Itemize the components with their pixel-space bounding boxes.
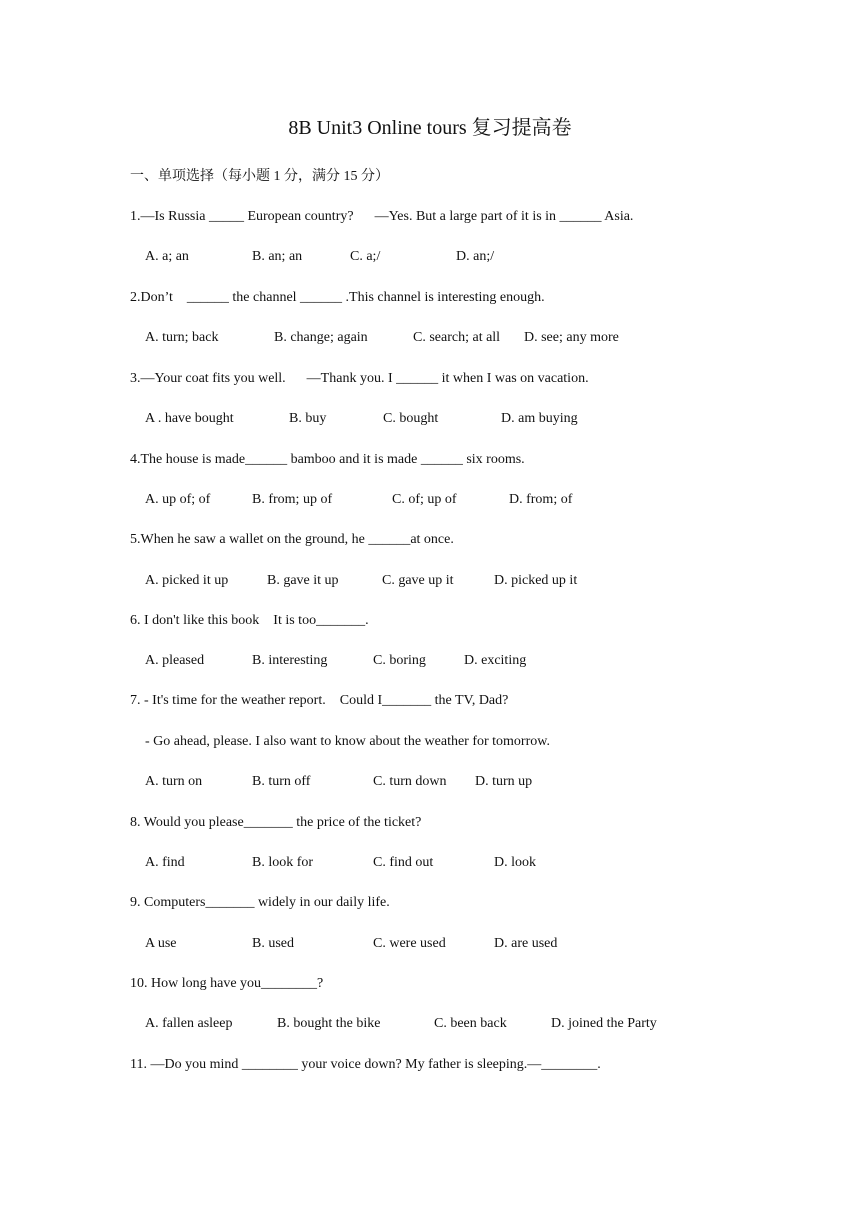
option-d: D. see; any more — [524, 330, 619, 345]
option-d: D. from; of — [509, 492, 573, 507]
question-7-options — [145, 771, 745, 793]
question-9-stem: 9. Computers_______ widely in our daily life. — [130, 895, 390, 910]
option-d: D. exciting — [464, 653, 527, 668]
option-b: B. an; an — [252, 249, 303, 264]
option-b: B. bought the bike — [277, 1016, 381, 1031]
question-3-options — [145, 408, 745, 430]
option-d: D. joined the Party — [551, 1016, 657, 1031]
option-b: B. from; up of — [252, 492, 333, 507]
question-7-reply: - Go ahead, please. I also want to know about the weather for tomorrow. — [145, 734, 550, 749]
option-c: C. search; at all — [413, 330, 501, 345]
option-c: C. gave up it — [382, 573, 454, 588]
option-a: A. find — [145, 855, 185, 870]
question-6-options — [145, 650, 745, 672]
option-c: C. been back — [434, 1016, 507, 1031]
question-10-stem: 10. How long have you________? — [130, 976, 324, 991]
option-c: C. bought — [383, 411, 439, 426]
document-title: 8B Unit3 Online tours 复习提高卷 — [288, 117, 572, 139]
option-b: B. gave it up — [267, 573, 339, 588]
question-5-stem: 5.When he saw a wallet on the ground, he ______at once. — [130, 532, 454, 547]
option-d: D. look — [494, 855, 536, 870]
question-10-options — [145, 1013, 745, 1035]
option-a: A. pleased — [145, 653, 205, 668]
option-a: A. up of; of — [145, 492, 211, 507]
option-b: B. buy — [289, 411, 327, 426]
option-a: A use — [145, 936, 177, 951]
option-a: A . have bought — [145, 411, 234, 426]
question-7-stem: 7. - It's time for the weather report. Could I_______ the TV, Dad? — [130, 693, 509, 708]
option-a: A. a; an — [145, 249, 189, 264]
question-4-options — [145, 489, 745, 511]
question-3-stem: 3.—Your coat fits you well. —Thank you. I ______ it when I was on vacation. — [130, 371, 589, 386]
question-8-stem: 8. Would you please_______ the price of the ticket? — [130, 815, 422, 830]
question-2-stem: 2.Don’t ______ the channel ______ .This channel is interesting enough. — [130, 290, 545, 305]
option-a: A. turn; back — [145, 330, 219, 345]
option-c: C. of; up of — [392, 492, 457, 507]
question-5-options — [145, 570, 745, 592]
option-d: D. are used — [494, 936, 558, 951]
question-11-stem: 11. —Do you mind ________ your voice down? My father is sleeping.—________. — [130, 1057, 601, 1072]
option-a: A. picked it up — [145, 573, 229, 588]
question-8-options — [145, 852, 745, 874]
option-b: B. turn off — [252, 774, 311, 789]
option-c: C. boring — [373, 653, 426, 668]
option-b: B. interesting — [252, 653, 328, 668]
option-c: C. find out — [373, 855, 434, 870]
option-b: B. look for — [252, 855, 314, 870]
section-heading: 一、单项选择（每小题 1 分，满分 15 分） — [130, 169, 389, 184]
question-1-stem: 1.—Is Russia _____ European country? —Yes. But a large part of it is in ______ Asia. — [130, 209, 634, 224]
question-1-options — [145, 246, 745, 268]
option-d: D. am buying — [501, 411, 578, 426]
option-c: C. a;/ — [350, 249, 381, 264]
question-6-stem: 6. I don't like this book It is too_______. — [130, 613, 369, 628]
option-c: C. were used — [373, 936, 446, 951]
question-9-options — [145, 933, 745, 955]
option-d: D. picked up it — [494, 573, 578, 588]
option-a: A. fallen asleep — [145, 1016, 233, 1031]
question-4-stem: 4.The house is made______ bamboo and it is made ______ six rooms. — [130, 452, 525, 467]
option-b: B. change; again — [274, 330, 368, 345]
option-c: C. turn down — [373, 774, 447, 789]
option-a: A. turn on — [145, 774, 203, 789]
option-d: D. an;/ — [456, 249, 495, 264]
option-d: D. turn up — [475, 774, 533, 789]
question-2-options — [145, 327, 745, 349]
option-b: B. used — [252, 936, 294, 951]
